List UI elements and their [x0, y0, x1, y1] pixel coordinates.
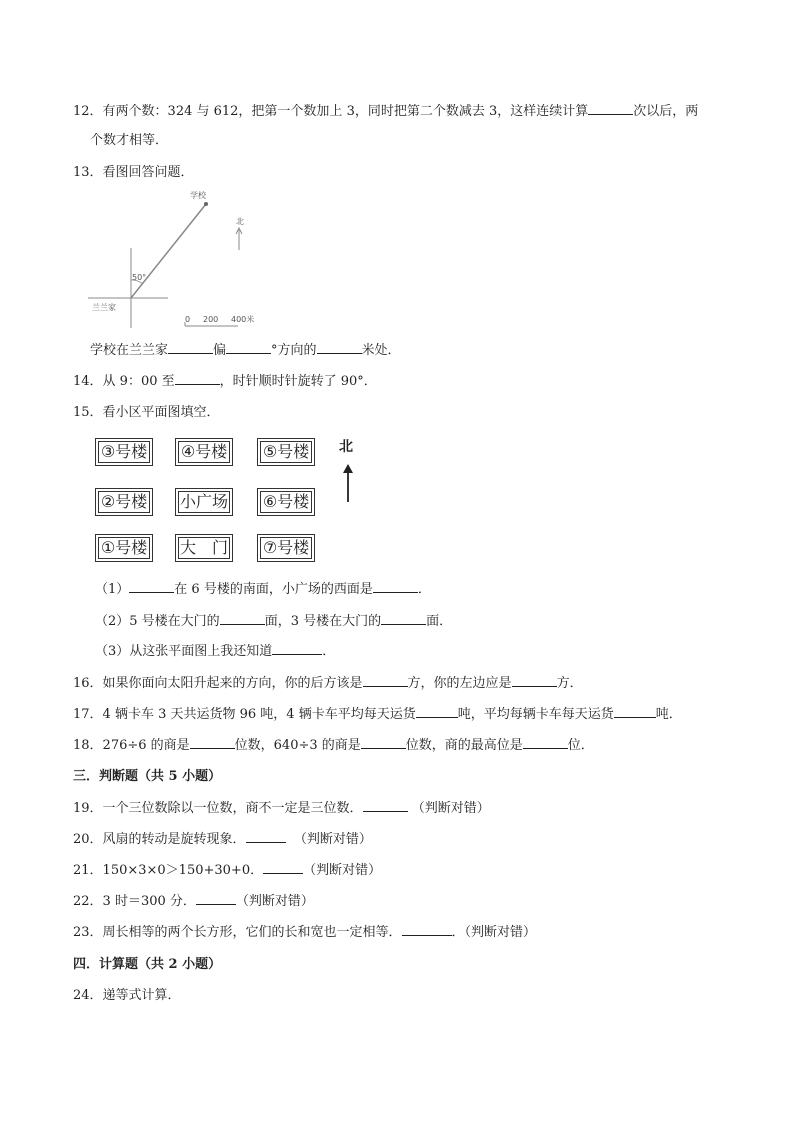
section-3-heading: 三．判断题（共 5 小题） [73, 769, 222, 784]
q15-part3 [95, 642, 335, 661]
q12-text-end: 次以后，两 [633, 104, 699, 119]
q15-community-map [93, 432, 373, 572]
q17-text: 吨． [655, 707, 682, 722]
q23-text: 23．周长相等的两个长方形，它们的长和宽也一定相等． [73, 925, 402, 940]
q13-text: 米处． [361, 343, 401, 358]
q16-line [73, 674, 583, 693]
q22-text: 22．3 时＝300 分． [73, 894, 196, 909]
q14-text: 14．从 9：00 至 [73, 374, 175, 389]
q13-text: 学校在兰兰家 [90, 343, 169, 358]
section-4-heading: 四．计算题（共 2 小题） [73, 957, 222, 972]
answer-blank[interactable] [196, 892, 236, 905]
answer-blank[interactable] [317, 341, 362, 354]
q21-text: （判断对错） [303, 863, 382, 878]
scale-label-200: 200 [203, 315, 219, 324]
answer-blank[interactable] [190, 736, 235, 749]
answer-blank[interactable] [416, 705, 458, 718]
q18-text: 位数，640÷3 的商是 [234, 738, 361, 753]
q13-direction-figure [88, 188, 278, 338]
q20-line [73, 830, 372, 849]
home-label: 兰兰家 [92, 303, 116, 312]
building-2-label: ②号楼 [98, 491, 150, 513]
q15-part1 [95, 580, 431, 599]
q18-line [73, 736, 594, 755]
q12-line1 [73, 102, 698, 121]
scale-label-400: 400米 [231, 315, 255, 324]
q17-text: 17．4 辆卡车 3 天共运货物 96 吨，4 辆卡车平均每天运货 [73, 707, 416, 722]
q23-text: ．（判断对错） [451, 925, 537, 940]
q16-text: 方，你的左边应是 [407, 676, 512, 691]
q22-text: （判断对错） [235, 894, 314, 909]
building-7 [257, 534, 315, 562]
building-6 [257, 488, 315, 516]
main-gate [175, 534, 233, 562]
scale-label-0: 0 [185, 315, 191, 324]
q19-text: 19．一个三位数除以一位数，商不一定是三位数． [73, 801, 363, 816]
answer-blank[interactable] [373, 580, 418, 593]
answer-blank[interactable] [588, 102, 633, 115]
q15-text: （3）从这张平面图上我还知道 [95, 644, 273, 659]
angle-label: 50° [132, 273, 147, 282]
q12-text: 12．有两个数：324 与 612，把第一个数加上 3，同时把第二个数减去 3，这样连续计算 [73, 104, 589, 119]
answer-blank[interactable] [272, 642, 322, 655]
answer-blank[interactable] [363, 799, 408, 812]
q17-text: 吨，平均每辆卡车每天运货 [457, 707, 614, 722]
q12-line2: 个数才相等． [90, 133, 169, 148]
q15-text: 面，3 号楼在大门的 [264, 614, 382, 629]
answer-blank[interactable] [129, 580, 174, 593]
answer-blank[interactable] [381, 612, 426, 625]
answer-blank[interactable] [168, 341, 213, 354]
answer-blank[interactable] [402, 923, 452, 936]
q24-line: 24．递等式计算． [73, 988, 181, 1003]
answer-blank[interactable] [175, 372, 220, 385]
building-5-label: ⑤号楼 [260, 441, 312, 463]
answer-blank[interactable] [523, 736, 568, 749]
q21-line [73, 861, 381, 880]
q16-text: 方． [556, 676, 583, 691]
building-1-label: ①号楼 [98, 537, 150, 559]
q13-answer-line [90, 341, 401, 360]
answer-blank[interactable] [363, 674, 408, 687]
small-square [175, 488, 233, 516]
building-7-label: ⑦号楼 [260, 537, 312, 559]
q14-text: ，时针顺时针旋转了 90°． [219, 374, 377, 389]
building-4-label: ④号楼 [178, 441, 230, 463]
answer-blank[interactable] [263, 861, 303, 874]
main-gate-label: 大 门 [179, 538, 228, 557]
q16-text: 16．如果你面向太阳升起来的方向，你的后方该是 [73, 676, 363, 691]
q18-text: 位． [567, 738, 594, 753]
q21-text: 21．150×3×0＞150+30+0． [73, 863, 264, 878]
building-1 [95, 534, 153, 562]
answer-blank[interactable] [614, 705, 656, 718]
q18-text: 18．276÷6 的商是 [73, 738, 190, 753]
building-2 [95, 488, 153, 516]
q15-text: 面． [426, 614, 453, 629]
north-arrow-icon [342, 462, 354, 502]
q20-text: 20．风扇的转动是旋转现象． [73, 832, 246, 847]
q15-title: 15．看小区平面图填空． [73, 405, 220, 420]
answer-blank[interactable] [246, 830, 286, 843]
q14-line [73, 372, 377, 391]
q15-text: （1） [95, 582, 130, 597]
q13-text: 偏 [213, 343, 227, 358]
q23-line [73, 923, 536, 942]
building-6-label: ⑥号楼 [260, 491, 312, 513]
q15-text: ． [322, 644, 336, 659]
small-square-label: 小广场 [179, 492, 228, 511]
building-3-label: ③号楼 [98, 441, 150, 463]
q19-text: （判断对错） [411, 801, 490, 816]
q13-text: °方向的 [271, 343, 317, 358]
q15-part2 [95, 612, 452, 631]
building-5 [257, 438, 315, 466]
building-4 [175, 438, 233, 466]
building-3 [95, 438, 153, 466]
answer-blank[interactable] [226, 341, 271, 354]
q15-text: ． [417, 582, 431, 597]
q22-line [73, 892, 314, 911]
answer-blank[interactable] [361, 736, 406, 749]
q19-line [73, 799, 490, 818]
school-label: 学校 [190, 191, 206, 200]
answer-blank[interactable] [512, 674, 557, 687]
q13-title: 13．看图回答问题． [73, 165, 194, 180]
north-label: 北 [339, 439, 353, 455]
q15-text: （2）5 号楼在大门的 [95, 614, 220, 629]
q18-text: 位数，商的最高位是 [405, 738, 523, 753]
answer-blank[interactable] [220, 612, 265, 625]
north-label: 北 [236, 217, 244, 226]
q20-text: （判断对错） [293, 832, 372, 847]
q15-text: 在 6 号楼的南面，小广场的西面是 [174, 582, 373, 597]
q17-line [73, 705, 682, 724]
